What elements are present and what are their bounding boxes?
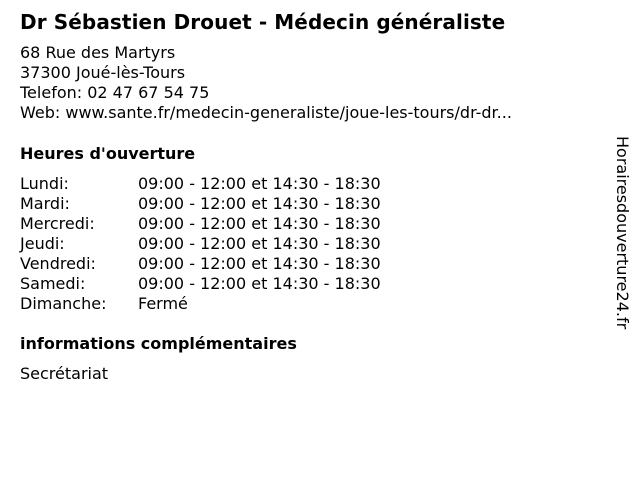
hours-heading: Heures d'ouverture: [20, 144, 196, 163]
website-link[interactable]: Web: www.sante.fr/medecin-generaliste/joue-les-tours/dr-dr...: [20, 103, 512, 122]
day-label: Jeudi:: [20, 234, 65, 253]
day-label: Lundi:: [20, 174, 69, 193]
time-value: 09:00 - 12:00 et 14:30 - 18:30: [138, 174, 381, 193]
day-label: Samedi:: [20, 274, 86, 293]
time-value: 09:00 - 12:00 et 14:30 - 18:30: [138, 214, 381, 233]
time-value: 09:00 - 12:00 et 14:30 - 18:30: [138, 274, 381, 293]
info-heading: informations complémentaires: [20, 334, 297, 353]
day-label: Vendredi:: [20, 254, 96, 273]
time-value: Fermé: [138, 294, 188, 313]
phone-number: Telefon: 02 47 67 54 75: [20, 83, 210, 102]
day-label: Mercredi:: [20, 214, 95, 233]
address-street: 68 Rue des Martyrs: [20, 43, 176, 62]
address-block: [20, 43, 512, 123]
time-value: 09:00 - 12:00 et 14:30 - 18:30: [138, 254, 381, 273]
info-text: Secrétariat: [20, 364, 109, 383]
page-title: Dr Sébastien Drouet - Médecin généraliste: [20, 10, 506, 34]
time-value: 09:00 - 12:00 et 14:30 - 18:30: [138, 194, 381, 213]
day-label: Mardi:: [20, 194, 70, 213]
day-label: Dimanche:: [20, 294, 107, 313]
brand-watermark: Horairesdouverture24.fr: [613, 136, 632, 330]
address-city: 37300 Joué-lès-Tours: [20, 63, 186, 82]
time-value: 09:00 - 12:00 et 14:30 - 18:30: [138, 234, 381, 253]
